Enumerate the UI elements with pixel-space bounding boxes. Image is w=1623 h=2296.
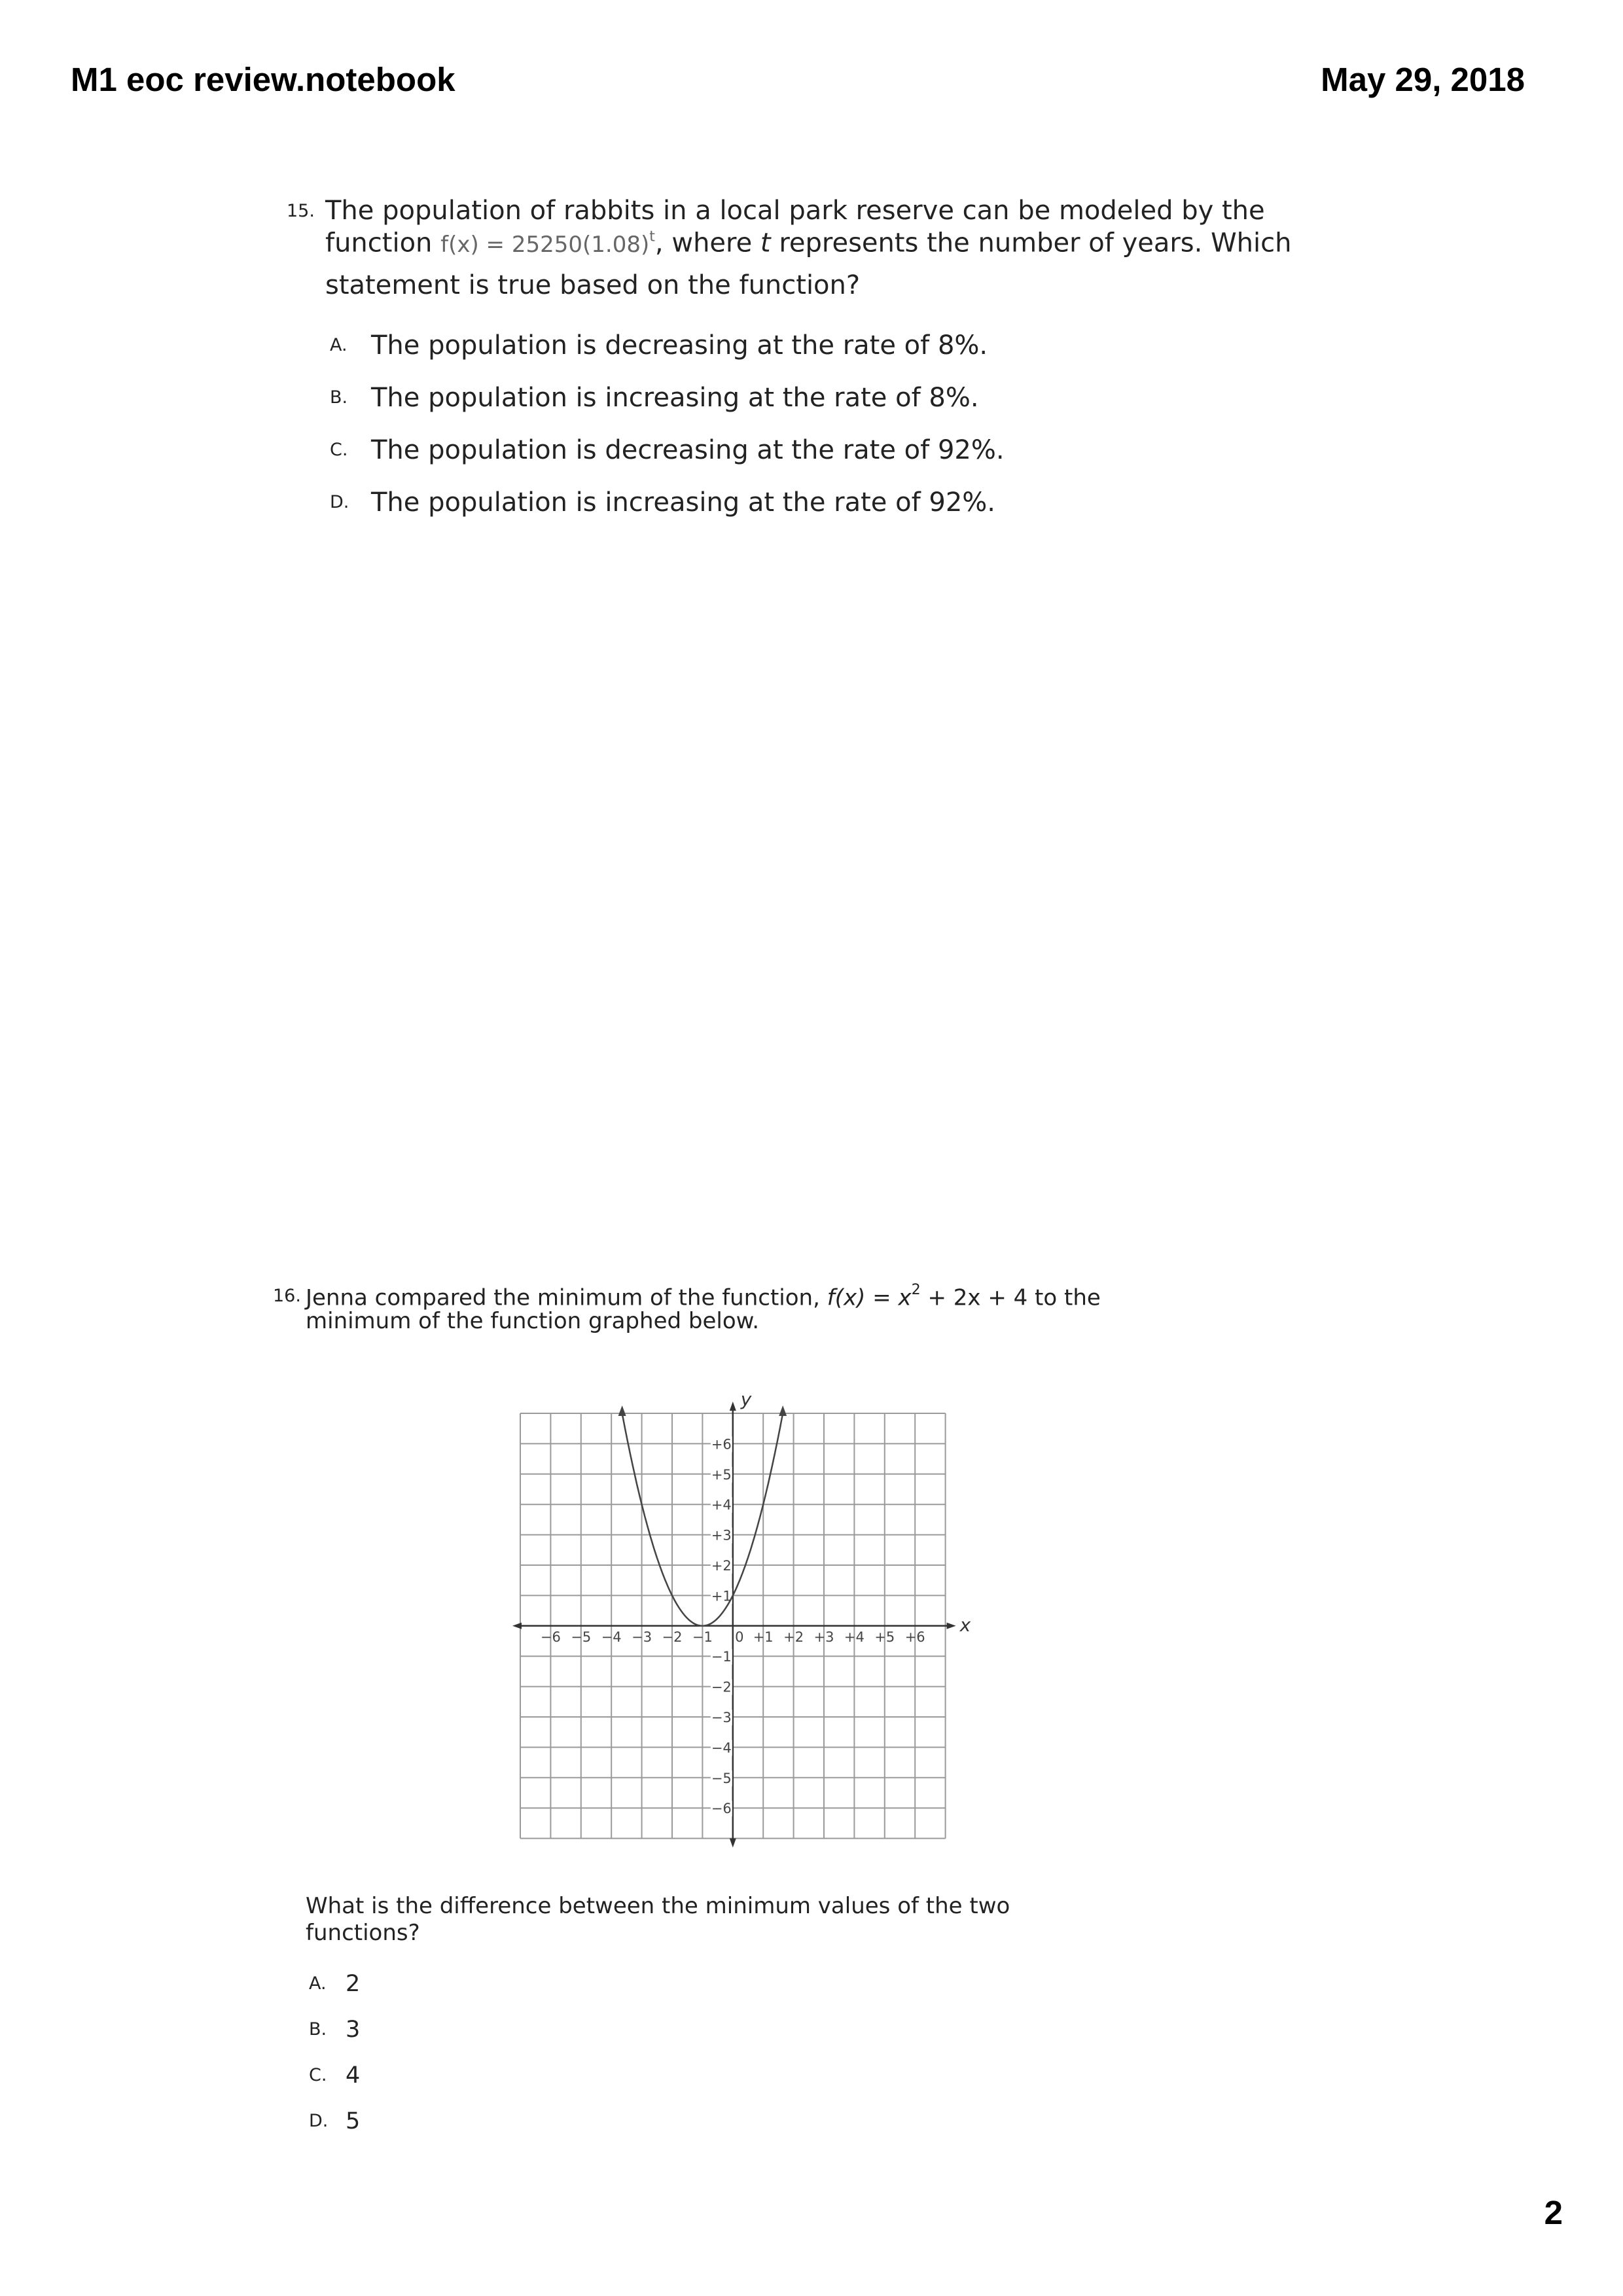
q15-option-a-letter: A. (330, 335, 348, 355)
q15-line2-post: represents the number of years. Which (779, 228, 1292, 258)
y-tick-label: +3 (711, 1527, 732, 1544)
x-tick-label: +4 (844, 1629, 865, 1645)
q15-line2-pre: function (325, 228, 433, 258)
y-axis-top-arrow (730, 1402, 736, 1411)
header-title: M1 eoc review.notebook (71, 61, 455, 98)
x-tick-label: +5 (874, 1629, 895, 1645)
q15-var-t: t (760, 228, 771, 258)
parabola-graph (458, 1371, 971, 1842)
q15-equation: $f(x) = 25250(1.08)^t$ (440, 228, 655, 258)
y-tick-label: +4 (711, 1497, 732, 1513)
q16-option-a-letter: A. (309, 1973, 327, 1994)
q16-option-c[interactable]: 4 (346, 2062, 361, 2089)
q16-question-line1: What is the difference between the minimum values of the two (306, 1893, 1010, 1919)
y-tick-label: −5 (711, 1770, 732, 1786)
x-tick-label: −5 (571, 1629, 592, 1645)
x-tick-label: −4 (601, 1629, 622, 1645)
q15-number: 15. (287, 201, 315, 221)
q15-line2 (325, 229, 1291, 256)
x-tick-label: −6 (540, 1629, 561, 1645)
q16-question-line2: functions? (306, 1920, 420, 1946)
q15-line2-mid: , where (654, 228, 753, 258)
q16-option-b[interactable]: 3 (346, 2017, 361, 2043)
q16-fx: f(x) (827, 1284, 866, 1311)
q15-option-a[interactable]: The population is decreasing at the rate of 8%. (371, 330, 988, 361)
y-tick-label: +5 (711, 1466, 732, 1483)
q16-option-b-letter: B. (309, 2019, 327, 2040)
x-tick-label: −1 (692, 1629, 713, 1645)
header-date: May 29, 2018 (1321, 61, 1525, 98)
x-tick-label: +3 (813, 1629, 834, 1645)
q16-option-d-letter: D. (309, 2111, 329, 2131)
q16-exponent: 2 (911, 1281, 921, 1298)
y-tick-label: −2 (711, 1679, 732, 1695)
q16-number: 16. (273, 1286, 301, 1306)
q15-line3: statement is true based on the function? (325, 270, 861, 300)
x-axis-label: x (959, 1614, 971, 1636)
y-tick-label: +1 (711, 1588, 732, 1604)
x-tick-label: +2 (783, 1629, 804, 1645)
x-tick-label: +6 (904, 1629, 925, 1645)
q15-option-b-letter: B. (330, 387, 348, 408)
y-tick-label: +6 (711, 1436, 732, 1453)
x-axis-left-arrow (512, 1623, 522, 1629)
q15-option-c-letter: C. (330, 440, 348, 460)
y-tick-label: −1 (711, 1649, 732, 1665)
parabola-left-arrow (618, 1405, 626, 1416)
q16-option-a[interactable]: 2 (346, 1971, 361, 1997)
q15-option-b[interactable]: The population is increasing at the rate of 8%. (371, 383, 979, 413)
q15-option-c[interactable]: The population is decreasing at the rate of 92%. (371, 435, 1005, 465)
y-axis-bottom-arrow (730, 1839, 736, 1848)
x-axis-right-arrow (947, 1623, 956, 1629)
q15-option-d[interactable]: The population is increasing at the rate of 92%. (371, 487, 996, 518)
q16-line1: Jenna compared the minimum of the function, $f(x) = x^2 + 2x + 4$ to the (306, 1281, 1101, 1311)
q16-line2: minimum of the function graphed below. (306, 1308, 760, 1334)
y-tick-label: +2 (711, 1558, 732, 1574)
y-tick-label: −4 (711, 1740, 732, 1756)
y-tick-label: −6 (711, 1801, 732, 1817)
x-tick-label: −3 (632, 1629, 652, 1645)
q16-option-c-letter: C. (309, 2065, 327, 2085)
parabola-right-arrow (779, 1405, 787, 1416)
q16-option-d[interactable]: 5 (346, 2108, 361, 2134)
q15-line1: The population of rabbits in a local park reserve can be modeled by the (325, 196, 1265, 226)
y-tick-label: −3 (711, 1710, 732, 1725)
x-tick-label: +1 (753, 1629, 774, 1645)
x-tick-label: −2 (662, 1629, 683, 1645)
y-axis-label: y (740, 1388, 752, 1410)
x-tick-label: 0 (735, 1629, 744, 1645)
q15-option-d-letter: D. (330, 492, 349, 512)
page-number: 2 (1544, 2194, 1563, 2231)
q16-x: x (898, 1284, 912, 1311)
